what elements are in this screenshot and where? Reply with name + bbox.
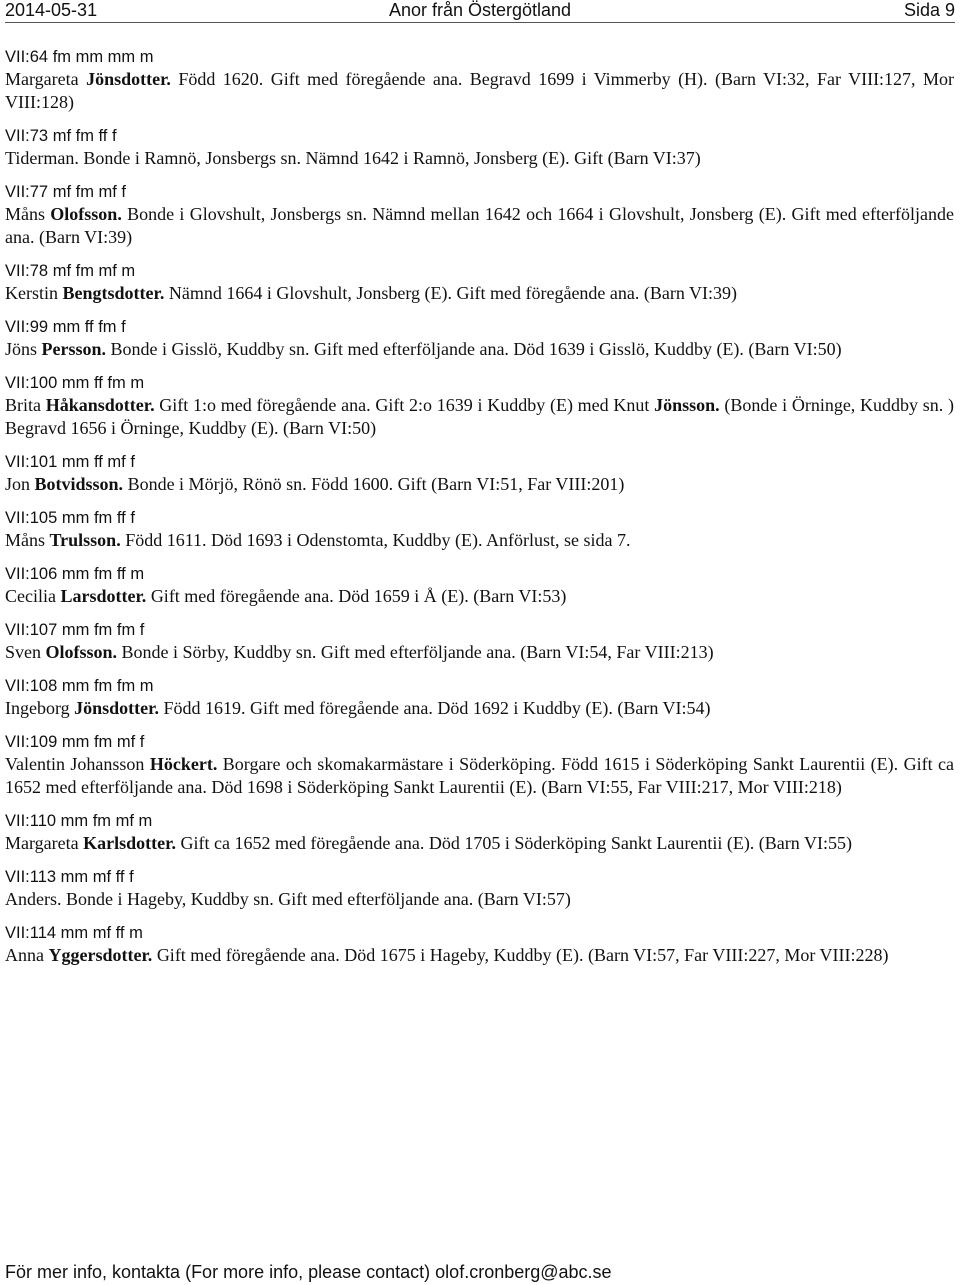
- given-name: Valentin Johansson: [5, 754, 150, 774]
- ancestor-code: VII:101 mm ff mf f: [5, 453, 135, 471]
- ancestor-entry: [5, 181, 954, 249]
- description-text: Bonde i Sörby, Kuddby sn. Gift med efterföljande ana. (Barn VI:54, Far VIII:213): [117, 642, 714, 662]
- ancestor-list: [5, 46, 954, 978]
- surname: Yggersdotter.: [48, 945, 153, 965]
- given-name: Jöns: [5, 339, 42, 359]
- ancestor-description: [5, 147, 954, 170]
- ancestor-code: VII:78 mf fm mf m: [5, 262, 136, 280]
- surname: Jönsdotter.: [86, 69, 171, 89]
- given-name: Cecilia: [5, 586, 61, 606]
- ancestor-code: VII:64 fm mm mm m: [5, 48, 154, 66]
- header-title: Anor från Östergötland: [388, 0, 572, 20]
- surname: Höckert.: [149, 754, 218, 774]
- ancestor-code: VII:113 mm mf ff f: [5, 868, 134, 886]
- surname: Jönsdotter.: [74, 698, 159, 718]
- description-text: (Bonde i Örninge, Kuddby sn. ) Begravd 1656 i Örninge, Kuddby (E). (Barn VI:50): [5, 395, 954, 438]
- surname: Håkansdotter.: [45, 395, 155, 415]
- ancestor-entry: [5, 46, 954, 114]
- ancestor-description: [5, 473, 954, 496]
- ancestor-description: [5, 753, 954, 799]
- given-name: Måns: [5, 530, 50, 550]
- ancestor-code: VII:105 mm fm ff f: [5, 509, 135, 527]
- description-text: Gift 1:o med föregående ana. Gift 2:o 1639 i Kuddby (E) med Knut: [154, 395, 655, 415]
- given-name: Jon: [5, 474, 35, 494]
- ancestor-description: [5, 203, 954, 249]
- given-name: Kerstin: [5, 283, 63, 303]
- surname: Trulsson.: [49, 530, 121, 550]
- surname: Karlsdotter.: [83, 833, 176, 853]
- description-text: Borgare och skomakarmästare i Söderköping. Född 1615 i Söderköping Sankt Laurentii (E). Gift ca 1652 med efterföljande ana. Död 1698 i Söderköping Sankt Laurentii (E). (Barn VI:55, Far VIII:217, Mor VIII:218): [5, 754, 954, 797]
- description-text: Född 1620. Gift med föregående ana. Begravd 1699 i Vimmerby (H). (Barn VI:32, Far VIII:127, Mor VIII:128): [5, 69, 954, 112]
- ancestor-entry: [5, 810, 954, 855]
- ancestor-code: VII:73 mf fm ff f: [5, 127, 117, 145]
- ancestor-code: VII:110 mm fm mf m: [5, 812, 153, 830]
- surname: Persson.: [41, 339, 107, 359]
- description-text: Gift med föregående ana. Död 1659 i Å (E). (Barn VI:53): [146, 586, 567, 606]
- given-name: Måns: [5, 204, 51, 224]
- ancestor-entry: [5, 731, 954, 799]
- ancestor-entry: [5, 563, 954, 608]
- given-name: Anna: [5, 945, 49, 965]
- header-date: 2014-05-31: [5, 0, 98, 20]
- ancestor-entry: [5, 451, 954, 496]
- page-header: [5, 0, 955, 23]
- page-footer: För mer info, kontakta (For more info, please contact) olof.cronberg@abc.se: [5, 1262, 612, 1282]
- ancestor-description: [5, 888, 954, 911]
- ancestor-code: VII:108 mm fm fm m: [5, 677, 154, 695]
- ancestor-code: VII:106 mm fm ff m: [5, 565, 145, 583]
- description-text: Född 1619. Gift med föregående ana. Död 1692 i Kuddby (E). (Barn VI:54): [159, 698, 711, 718]
- ancestor-description: [5, 585, 954, 608]
- ancestor-entry: [5, 260, 954, 305]
- surname: Olofsson.: [50, 204, 122, 224]
- ancestor-description: [5, 944, 954, 967]
- ancestor-entry: [5, 372, 954, 440]
- surname: Olofsson.: [45, 642, 118, 662]
- description-text: Gift ca 1652 med föregående ana. Död 1705 i Söderköping Sankt Laurentii (E). (Barn VI:55): [175, 833, 852, 853]
- spouse-surname: Jönsson.: [654, 395, 720, 415]
- description-text: Tiderman. Bonde i Ramnö, Jonsbergs sn. Nämnd 1642 i Ramnö, Jonsberg (E). Gift (Barn VI:37): [5, 148, 701, 168]
- surname: Botvidsson.: [34, 474, 124, 494]
- given-name: Sven: [5, 642, 46, 662]
- description-text: Gift med föregående ana. Död 1675 i Hageby, Kuddby (E). (Barn VI:57, Far VIII:227, Mor VIII:228): [152, 945, 889, 965]
- ancestor-description: [5, 697, 954, 720]
- description-text: Född 1611. Död 1693 i Odenstomta, Kuddby (E). Anförlust, se sida 7.: [120, 530, 631, 550]
- ancestor-description: [5, 338, 954, 361]
- ancestor-description: [5, 529, 954, 552]
- header-page-number: Sida 9: [903, 0, 955, 20]
- ancestor-entry: [5, 866, 954, 911]
- given-name: Brita: [5, 395, 46, 415]
- ancestor-entry: [5, 619, 954, 664]
- ancestor-code: VII:107 mm fm fm f: [5, 621, 145, 639]
- given-name: Ingeborg: [5, 698, 75, 718]
- description-text: Anders. Bonde i Hageby, Kuddby sn. Gift med efterföljande ana. (Barn VI:57): [5, 889, 571, 909]
- ancestor-code: VII:100 mm ff fm m: [5, 374, 145, 392]
- ancestor-entry: [5, 125, 954, 170]
- description-text: Nämnd 1664 i Glovshult, Jonsberg (E). Gift med föregående ana. (Barn VI:39): [164, 283, 738, 303]
- description-text: Bonde i Mörjö, Rönö sn. Född 1600. Gift (Barn VI:51, Far VIII:201): [123, 474, 625, 494]
- ancestor-code: VII:99 mm ff fm f: [5, 318, 126, 336]
- description-text: Bonde i Gisslö, Kuddby sn. Gift med efterföljande ana. Död 1639 i Gisslö, Kuddby (E). (Barn VI:50): [106, 339, 842, 359]
- ancestor-code: VII:77 mf fm mf f: [5, 183, 127, 201]
- ancestor-description: [5, 68, 954, 114]
- ancestor-code: VII:114 mm mf ff m: [5, 924, 143, 942]
- description-text: Bonde i Glovshult, Jonsbergs sn. Nämnd mellan 1642 och 1664 i Glovshult, Jonsberg (E). Gift med efterföljande ana. (Barn VI:39): [5, 204, 954, 247]
- ancestor-description: [5, 641, 954, 664]
- ancestor-description: [5, 282, 954, 305]
- surname: Bengtsdotter.: [62, 283, 165, 303]
- ancestor-entry: [5, 675, 954, 720]
- given-name: Margareta: [5, 69, 87, 89]
- ancestor-entry: [5, 507, 954, 552]
- given-name: Margareta: [5, 833, 84, 853]
- surname: Larsdotter.: [60, 586, 147, 606]
- ancestor-code: VII:109 mm fm mf f: [5, 733, 145, 751]
- ancestor-entry: [5, 922, 954, 967]
- ancestor-description: [5, 394, 954, 440]
- ancestor-description: [5, 832, 954, 855]
- ancestor-entry: [5, 316, 954, 361]
